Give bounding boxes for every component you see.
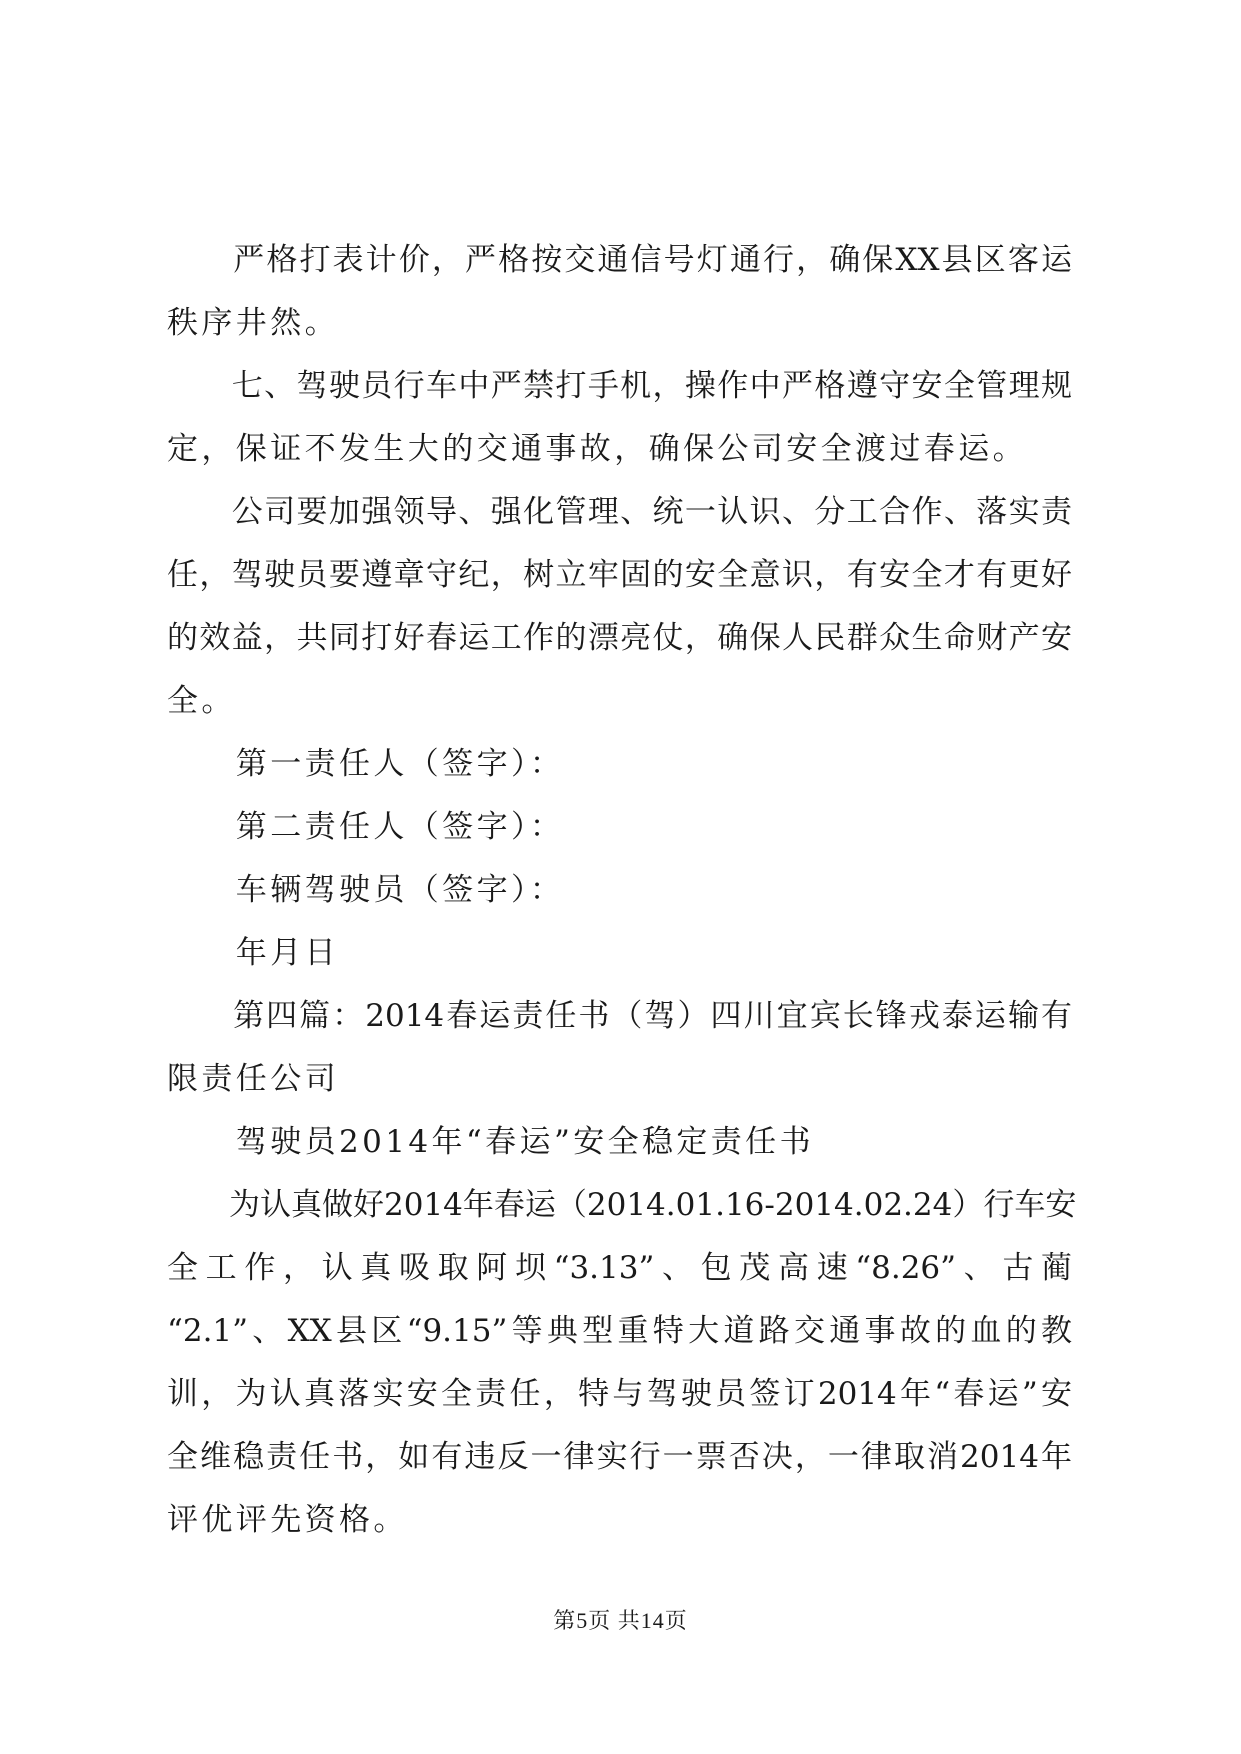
document-title-line: 驾驶员2014年“春运”安全稳定责任书 [167,1124,814,1160]
text-line: 的效益，共同打好春运工作的漂亮仗，确保人民群众生命财产安 [167,620,1072,656]
text-line: 公司要加强领导、强化管理、统一认识、分工合作、落实责 [167,494,1072,530]
date-line: 年月日 [167,935,339,971]
text-line: 秩序井然。 [167,305,339,341]
signature-line-first-responsible: 第一责任人（签字）： [167,746,565,782]
text-line: 全工作，认真吸取阿坝“3.13”、包茂高速“8.26”、古蔺 [167,1250,1072,1286]
signature-line-second-responsible: 第二责任人（签字）： [167,809,565,845]
page-number-footer: 第5页 共14页 [553,1608,688,1633]
text-line: 定，保证不发生大的交通事故，确保公司安全渡过春运。 [167,431,1027,467]
section-heading-line: 限责任公司 [167,1061,339,1097]
text-line: 全维稳责任书，如有违反一律实行一票否决，一律取消2014年 [167,1439,1072,1475]
text-line: 评优评先资格。 [167,1502,408,1538]
section-heading-line: 第四篇：2014春运责任书（驾）四川宜宾长锋戎泰运输有 [167,998,1072,1034]
text-line: “2.1”、XX县区“9.15”等典型重特大道路交通事故的血的教 [167,1313,1072,1349]
text-line: 训，为认真落实安全责任，特与驾驶员签订2014年“春运”安 [167,1376,1072,1412]
text-line: 全。 [167,683,236,719]
document-body [167,229,1077,1552]
text-line: 为认真做好2014年春运（2014.01.16-2014.02.24）行车安 [167,1187,1077,1223]
text-line: 严格打表计价，严格按交通信号灯通行，确保XX县区客运 [167,242,1072,278]
text-line: 七、驾驶员行车中严禁打手机，操作中严格遵守安全管理规 [167,368,1072,404]
signature-line-driver: 车辆驾驶员（签字）： [167,872,565,908]
text-line: 任，驾驶员要遵章守纪，树立牢固的安全意识，有安全才有更好 [167,557,1072,593]
